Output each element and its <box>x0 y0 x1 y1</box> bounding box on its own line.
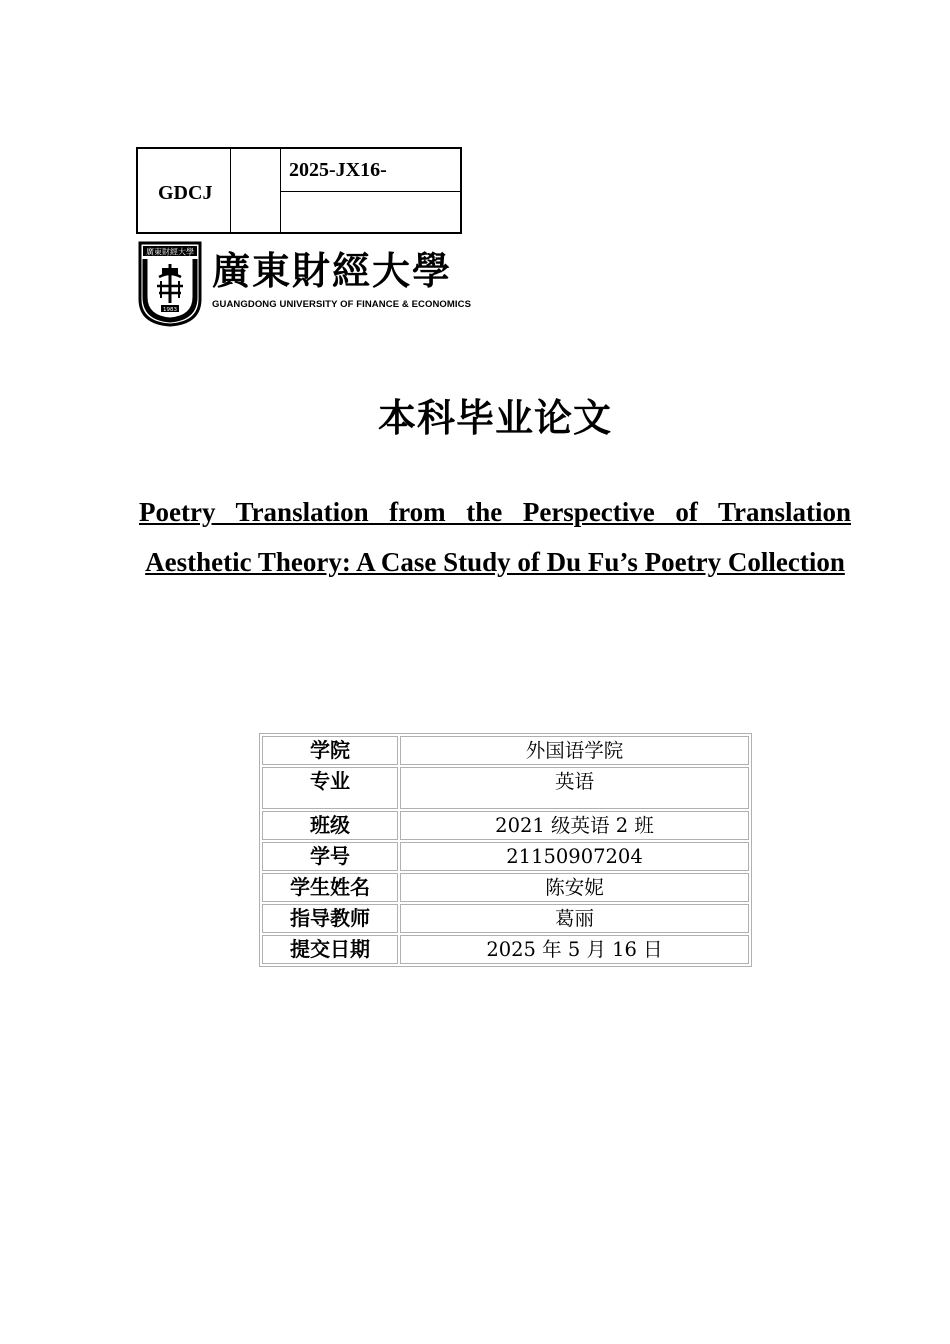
info-label: 班级 <box>262 811 398 840</box>
student-info-table <box>259 733 752 967</box>
seal-year: 1983 <box>163 307 177 313</box>
university-name-en: GUANGDONG UNIVERSITY OF FINANCE & ECONOMICS <box>212 299 472 310</box>
code-box-divider <box>230 149 231 232</box>
info-label: 学院 <box>262 736 398 765</box>
table-row <box>262 935 749 964</box>
info-label: 学号 <box>262 842 398 871</box>
classification-code-box <box>136 147 462 234</box>
info-value: 2025 年 5 月 16 日 <box>400 935 749 964</box>
table-row <box>262 767 749 809</box>
university-code: GDCJ <box>158 182 213 204</box>
info-label: 专业 <box>262 767 398 809</box>
info-value: 21150907204 <box>400 842 749 871</box>
thesis-title: Poetry Translation from the Perspective of Translation Aesthetic Theory: A Case Study of Du Fu’s Poetry Collection <box>139 497 851 577</box>
table-row <box>262 904 749 933</box>
info-value: 2021 级英语 2 班 <box>400 811 749 840</box>
info-value: 葛丽 <box>400 904 749 933</box>
info-label: 指导教师 <box>262 904 398 933</box>
thesis-serial-number: 2025-JX16- <box>289 159 387 181</box>
table-row <box>262 811 749 840</box>
university-logo <box>136 240 472 328</box>
university-name-cn: 廣東財經大學 <box>212 248 453 293</box>
seal-text: 廣東財經大學 <box>146 247 194 257</box>
info-label: 提交日期 <box>262 935 398 964</box>
table-row <box>262 842 749 871</box>
page-title: 本科毕业论文 <box>377 396 612 440</box>
info-value: 外国语学院 <box>400 736 749 765</box>
table-row <box>262 736 749 765</box>
table-row <box>262 873 749 902</box>
code-box-divider <box>280 191 460 192</box>
info-value: 陈安妮 <box>400 873 749 902</box>
info-label: 学生姓名 <box>262 873 398 902</box>
info-value: 英语 <box>400 767 749 809</box>
university-seal-icon <box>137 241 203 327</box>
